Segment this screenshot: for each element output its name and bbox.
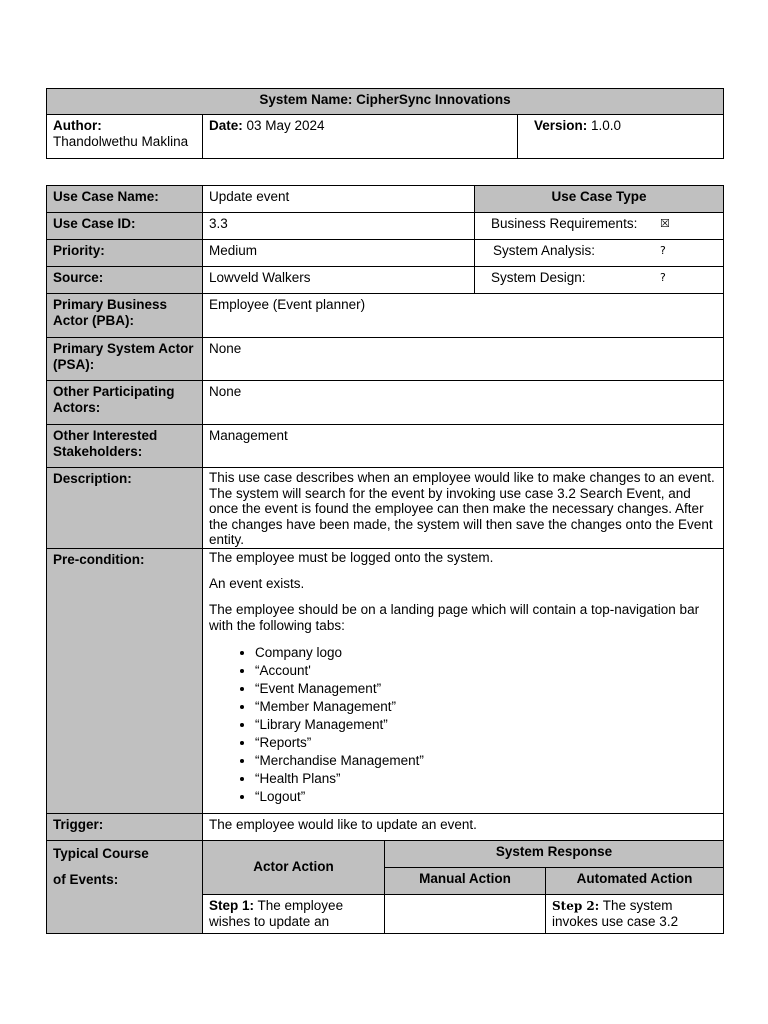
psa-label: Primary System Actor (PSA): [47,338,203,381]
description-value: This use case describes when an employee would like to make changes to an event. The system will search for the event by invoking use case 3.2 Search Event, and once the event is found the employee can then make the necessary changes. After the changes have been made, the system will then save the changes onto the Event entity. [203,468,724,549]
system-analysis-label: System Analysis: [493,243,596,258]
trigger-label: Trigger: [47,813,203,840]
version-value: 1.0.0 [587,118,622,133]
author-cell [47,115,203,159]
trigger-value: The employee would like to update an event. [203,813,724,840]
precondition-content [203,548,724,813]
date-value: 03 May 2024 [242,118,325,133]
list-item: • “Merchandise Management” [255,752,717,770]
use-case-name-label: Use Case Name: [47,186,203,213]
priority-value: Medium [203,240,475,267]
use-case-name-value: Update event [203,186,475,213]
system-design-label: System Design: [491,270,586,285]
author-value: Thandolwethu Maklina [53,134,189,149]
manual-action-cell [385,894,546,933]
date-label: Date: [209,118,243,133]
step-1-cell [203,894,385,933]
course-label-line1: Typical Course [53,845,149,861]
psa-value: None [203,338,724,381]
system-analysis-checkbox[interactable]: ? [660,244,666,257]
type-system-analysis [475,240,724,267]
system-header-table [46,88,724,159]
course-label-line2: of Events: [53,871,119,887]
source-value: Lowveld Walkers [203,267,475,294]
precondition-label: Pre-condition: [47,548,203,813]
business-requirements-label: Business Requirements: [491,216,638,231]
priority-label: Priority: [47,240,203,267]
manual-action-header: Manual Action [385,867,546,894]
pba-value: Employee (Event planner) [203,294,724,338]
type-system-design [475,267,724,294]
stakeholders-label: Other Interested Stakeholders: [47,425,203,468]
list-item: • “Library Management” [255,716,717,734]
precondition-paragraph: An event exists. [209,575,305,591]
other-actors-value: None [203,381,724,425]
stakeholders-value: Management [203,425,724,468]
step-2-label: Step 2: [552,898,600,913]
step-2-cell [546,894,724,933]
use-case-id-label: Use Case ID: [47,213,203,240]
version-label: Version: [534,118,588,133]
use-case-id-value: 3.3 [203,213,475,240]
other-actors-label: Other Participating Actors: [47,381,203,425]
type-business-requirements [475,213,724,240]
list-item: • Company logo [255,644,717,662]
list-item: • “Account' [255,662,717,680]
step-2-text: The system invokes use case 3.2 [552,897,679,929]
step-1-text: The employee wishes to update an [209,897,344,929]
precondition-paragraph: The employee must be logged onto the system. [209,549,494,565]
list-item: • “Member Management” [255,698,717,716]
course-of-events-label [47,840,203,933]
description-label: Description: [47,468,203,549]
system-response-header: System Response [385,840,724,867]
list-item: • “Logout” [255,788,717,806]
source-label: Source: [47,267,203,294]
precondition-paragraph: The employee should be on a landing page which will contain a top-navigation bar with the following tabs: [209,601,700,633]
date-cell [203,115,518,159]
automated-action-header: Automated Action [546,867,724,894]
list-item: • “Health Plans” [255,770,717,788]
use-case-type-header: Use Case Type [475,186,724,213]
business-requirements-checkbox[interactable]: ☒ [660,217,670,230]
actor-action-header: Actor Action [203,840,385,894]
list-item: • “Reports” [255,734,717,752]
navigation-tabs-list [209,644,717,806]
version-cell [518,115,724,159]
system-name: System Name: CipherSync Innovations [47,89,724,115]
step-1-label: Step 1: [209,897,255,913]
system-design-checkbox[interactable]: ? [660,271,666,284]
use-case-table [46,185,724,934]
pba-label: Primary Business Actor (PBA): [47,294,203,338]
author-label: Author: [53,118,102,133]
list-item: • “Event Management” [255,680,717,698]
